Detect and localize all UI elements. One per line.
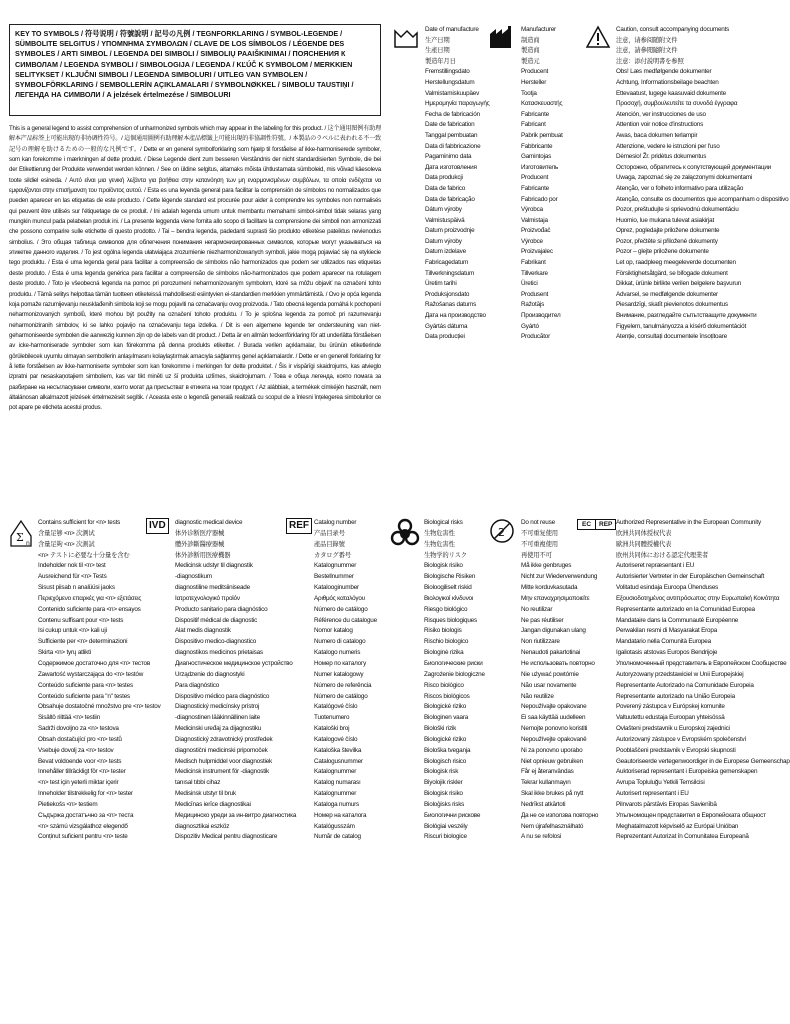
translation-line: Diagnostický zdravotnický prostředek (175, 735, 273, 743)
translation-line: Katalognummer (314, 768, 357, 776)
ref-list (314, 518, 389, 843)
translation-line: Conținut suficient pentru <n> teste (38, 833, 128, 841)
translation-line: 欧州共同体における認定代理業者 (616, 551, 709, 559)
translation-line: Vsebuje dovolj za <n> testov (38, 746, 114, 754)
translation-line: Уполномоченный представитель в Европейском Сообществе (616, 659, 787, 667)
translation-line: Zagrożenie biologiczne (424, 670, 485, 678)
translation-line: Atención, ver instrucciones de uso (616, 110, 706, 118)
translation-line: Fabricant (521, 121, 546, 129)
translation-line: Sadrži dovoljno za <n> testova (38, 725, 119, 733)
translation-line: Mandataire dans la Communauté Européenne (616, 616, 739, 624)
translation-line: Medicīnas ierīce diagnostikai (175, 800, 251, 808)
translation-line: Produksjonsdato (425, 290, 470, 298)
translation-line: 不可重複使用 (521, 540, 558, 548)
translation-line: Осторожно, обратитесь к сопутствующей документации (616, 163, 772, 171)
translation-line: Медицинско уреди за ин-витро диагностика (175, 811, 297, 819)
translation-line: Reprezentant Autorizat în Comunitatea Europeană (616, 833, 749, 841)
translation-line: Autoryzowany przedstawiciel w Unii Europejskiej (616, 670, 744, 678)
translation-line: Conteúdo suficiente para <n> testes (38, 681, 133, 689)
translation-line: Kataloški broj (314, 725, 350, 733)
translation-line: Må ikke genbruges (521, 562, 572, 570)
translation-line: Да не се използва повторно (521, 811, 599, 819)
translation-line: Manufacturer (521, 26, 556, 33)
ref-icon (286, 518, 312, 534)
translation-line: Bioloogiliselt riskid (424, 584, 472, 592)
translation-line: Výrobca (521, 206, 543, 214)
translation-line: Βιολογικοί κίνδυνοι (424, 594, 474, 602)
translation-line: Catalogusnummer (314, 757, 363, 765)
translation-line: Ne pas réutiliser (521, 616, 564, 624)
translation-line: 含量足夠 <n> 次測試 (38, 540, 95, 548)
ivd-icon (146, 518, 169, 534)
translation-line: Não usar novamente (521, 681, 577, 689)
translation-line: Katalognummer (314, 562, 357, 570)
ivd-label: IVD (146, 518, 169, 534)
translation-line: Volitatud esindaja Euroopa Ühenduses (616, 584, 719, 592)
translation-line: Huomio, lue mukana tulevat asiakirjat (616, 216, 715, 224)
translation-line: Data produkcji (425, 174, 463, 182)
translation-line: Pilnvarots pārstāvis Eiropas Savienībā (616, 800, 717, 808)
translation-line: Biologické riziko (424, 703, 467, 711)
translation-line: -diagnostinen lääkinnällinen laite (175, 714, 260, 722)
translation-line: Содержимое достаточно для <n> тестов (38, 659, 151, 667)
translation-line: Pagaminimo data (425, 153, 472, 161)
translation-line: Κατασκευαστής (521, 100, 563, 108)
translation-line: Medisch hulpmiddel voor diagnostiek (175, 757, 273, 765)
translation-line: Datum výroby (425, 237, 462, 245)
ref-label: REF (286, 518, 312, 534)
translation-line: Contenido suficiente para <n> ensayos (38, 605, 141, 613)
translation-line: Nem újrafelhasználható (521, 822, 584, 830)
translation-line: Datum izdelave (425, 248, 466, 256)
translation-line: Obsahuje dostatočné množstvo pre <n> testov (38, 703, 161, 711)
translation-line: Ημερομηνία παραγωγής (425, 100, 490, 108)
translation-line: Tillverkningsdatum (425, 269, 475, 277)
translation-line: Fremstillingsdato (425, 68, 470, 76)
svg-text:2: 2 (498, 526, 505, 539)
biological-risks-list (424, 518, 494, 843)
translation-line: 制造商 (521, 36, 540, 44)
translation-line: Εξουσιοδοτημένος αντιπρόσωπος στην Ευρωπαϊκή Κοινότητα (616, 594, 780, 602)
translation-line: Pietiekošs <n> testiem (38, 800, 98, 808)
contains-sufficient-tests-icon (9, 518, 33, 548)
translation-line: Atenção, consulte os documentos que acompanham o dispositivo (616, 195, 789, 203)
translation-line: Дата изготовления (425, 163, 477, 171)
translation-line: Skirta <n> tyrų atlikti (38, 649, 91, 657)
do-not-reuse-icon (489, 518, 515, 544)
translation-line: Jangan digunakan ulang (521, 627, 586, 635)
translation-line: Fabbricante (521, 142, 553, 150)
translation-line: Producto sanitario para diagnóstico (175, 605, 268, 613)
translation-line: Meghatalmazott képviselő az Európai Unióban (616, 822, 739, 830)
translation-line: Risques biologiques (424, 616, 477, 624)
translation-line: Valtuutettu edustaja Euroopan yhteisössä (616, 714, 725, 722)
translation-line: Producent (521, 68, 549, 76)
translation-line: Hersteller (521, 78, 547, 86)
translation-line: Piesardzīgi, skatīt pievienotos dokumentus (616, 301, 728, 309)
translation-line: カタログ番号 (314, 551, 351, 559)
translation-line: Fabrikant (521, 259, 546, 267)
translation-line: Representante autorizado en la Comunidad Europea (616, 605, 755, 613)
translation-line: Poverený zástupca v Európskej komunite (616, 703, 725, 711)
translation-line: Bestellnummer (314, 573, 354, 581)
translation-line: <n> test için yeterli miktar içerir (38, 779, 119, 787)
translation-line: 体外诊断医疗器械 (175, 529, 225, 537)
translation-line: Pozor – glejte priložene dokumente (616, 248, 709, 256)
translation-line: Medicinski uređaj za dijagnostiku (175, 725, 262, 733)
translation-line: Conteúdo suficiente para "n" testes (38, 692, 131, 700)
translation-line: Não reutilize (521, 692, 554, 700)
translation-line: Riscuri biologice (424, 833, 467, 841)
translation-line: Sufficiente per <n> determinazioni (38, 638, 128, 646)
translation-line: Biološka tveganja (424, 746, 471, 754)
translation-line: Dėmesio! Žr. pridėtus dokumentus (616, 153, 707, 161)
translation-line: Ιατροτεχνολογικό προϊόν (175, 594, 240, 602)
translation-line: Urządzenie do diagnostyki (175, 670, 245, 678)
translation-line: tanısal tıbbi cihaz (175, 779, 221, 787)
translation-line: Biologisk risiko (424, 562, 463, 570)
translation-line: Biološki rizik (424, 725, 457, 733)
translation-line: Výrobce (521, 237, 543, 245)
translation-line: 再使用不可 (521, 551, 552, 559)
translation-line: Uwaga, zapoznać się ze załączonymi dokumentami (616, 174, 753, 182)
translation-line: Pozor, preštudujte si sprievodnú dokumentáciu (616, 206, 739, 214)
translation-line: Numero di catalogo (314, 638, 366, 646)
translation-line: Nemojte ponovno koristiti (521, 725, 588, 733)
translation-line: Ovlašteni predstavnik u Europskoj zajednici (616, 725, 730, 733)
translation-line: Perwakilan resmi di Masyarakat Eropa (616, 627, 718, 635)
translation-line: Medisinsk utstyr til bruk (175, 790, 236, 798)
translation-line: Caution, consult accompanying documents (616, 26, 730, 33)
translation-line: diagnostic medical device (175, 519, 243, 526)
translation-line: Kataloga numurs (314, 800, 359, 808)
translation-line: Fabricante (521, 110, 549, 118)
translation-line: Pooblaščeni predstavnik v Evropski skupnosti (616, 746, 736, 754)
translation-line: Igaliotasis atstovas Europos Bendrijoje (616, 649, 718, 657)
translation-line: Üretim tarihi (425, 280, 457, 288)
translation-line: Risco biológico (424, 681, 464, 689)
translation-line: Tuotenumero (314, 714, 350, 722)
translation-line: 製造元 (521, 57, 540, 65)
translation-line: Pabrik pembuat (521, 131, 563, 139)
translation-line: Autorisert representant i EU (616, 790, 689, 798)
translation-line: Alat medis diagnostik (175, 627, 231, 635)
translation-line: Autorizovaný zástupce v Evropském společenství (616, 735, 747, 743)
key-to-symbols-title-box (9, 24, 381, 116)
translation-line: Representante Autorizado na Comunidade Europeia (616, 681, 754, 689)
translation-line: Herstellungsdatum (425, 78, 475, 86)
translation-line: Съдържа достатъчно за <n> теста (38, 811, 134, 819)
translation-line: Mitte korduvkasutada (521, 584, 578, 592)
date-of-manufacture-icon (393, 25, 419, 49)
translation-line: Биологические риски (424, 659, 483, 667)
translation-line: Data di fabbricazione (425, 142, 481, 150)
translation-line: Valmistuspäivä (425, 216, 465, 224)
translation-line: Μην επαναχρησιμοποιείτε (521, 594, 590, 602)
translation-line: 注意：添付説明書を参照 (616, 57, 684, 65)
translation-line: Date of manufacture (425, 26, 479, 33)
translation-line: 生物危害性 (424, 529, 455, 537)
translation-line: Riscos biológicos (424, 692, 470, 700)
translation-line: Numer katalogowy (314, 670, 364, 678)
translation-line: Ražošanas datums (425, 301, 477, 309)
translation-line: Får ej återanvändas (521, 768, 574, 776)
translation-line: Do not reuse (521, 519, 555, 526)
translation-line: Authorized Representative in the European Community (616, 519, 761, 526)
translation-line: Ei saa käyttää uudelleen (521, 714, 586, 722)
translation-line: Fecha de fabricación (425, 110, 480, 118)
translation-line: Contenu suffisant pour <n> tests (38, 616, 124, 624)
translation-line: Katalogo numeris (314, 649, 361, 657)
ec-rep-icon (577, 519, 616, 530)
translation-line: Obs! Læs medfølgende dokumenter (616, 68, 712, 76)
translation-line: diagnostiline meditsiiniseade (175, 584, 250, 592)
caution-list (616, 25, 789, 343)
translation-line: Дата на производство (425, 312, 486, 320)
translation-line: Număr de catalog (314, 833, 361, 841)
translation-line: <n> テストに必要な十分量を含む (38, 551, 130, 559)
translation-line: Skal ikke brukes på nytt (521, 790, 584, 798)
translation-line: Ettevaatust, lugege kaasuvaid dokumente (616, 89, 726, 97)
translation-line: Изготовитель (521, 163, 559, 171)
translation-line: Advarsel, se medfølgende dokumenter (616, 290, 718, 298)
translation-line: Tillverkare (521, 269, 548, 277)
translation-line: diagnostični medicinski pripomoček (175, 746, 268, 754)
translation-line: Oprez, pogledajte priložene dokumente (616, 227, 720, 235)
translation-line: Kataloška številka (314, 746, 362, 754)
translation-line: Atenção, ver o folheto informativo para utilização (616, 184, 744, 192)
translation-line: -diagnostikum (175, 573, 212, 581)
translation-line: 注意，請參閱隨附文件 (616, 47, 678, 55)
translation-line: Αριθμός καταλόγου (314, 594, 365, 602)
translation-line: Achtung, Informationsbeilage beachten (616, 78, 719, 86)
translation-line: Biologické riziko (424, 735, 467, 743)
translation-line: Biological risks (424, 519, 463, 526)
ec-rep-list (616, 518, 790, 843)
manufacturer-icon (489, 25, 515, 49)
translation-line: Date de fabrication (425, 121, 475, 129)
translation-line: Gyártás dátuma (425, 322, 468, 330)
translation-line: Номер на каталога (314, 811, 367, 819)
translation-line: Diagnostický medicínsky prístroj (175, 703, 260, 711)
translation-line: Non riutilizzare (521, 638, 560, 646)
translation-line: Производител (521, 312, 561, 320)
rep-label: REP (599, 521, 613, 528)
translation-line: Autoriseret repræsentant i EU (616, 562, 695, 570)
translation-line: Geautoriseerde vertegenwoordiger in de Europese Gemeenschap (616, 757, 790, 765)
translation-line: Biologische Risiken (424, 573, 476, 581)
translation-line: Fabricado por (521, 195, 558, 203)
translation-line: Katalogové číslo (314, 735, 358, 743)
translation-line: 注意，请参阅随附文件 (616, 36, 678, 44)
translation-line: Biologisk risiko (424, 790, 463, 798)
translation-line: Försiktighetsåtgärd, se bifogade dokument (616, 269, 728, 277)
translation-line: 體外診斷醫療器械 (175, 540, 225, 548)
date-of-manufacture-list (425, 25, 495, 343)
translation-line: Tanggal pembuatan (425, 131, 478, 139)
translation-line: 製造年月日 (425, 57, 456, 65)
translation-line: Fabricante (521, 184, 549, 192)
translation-line: 生产日期 (425, 36, 450, 44)
translation-line: Proizvajalec (521, 248, 553, 256)
translation-line: Katalog numarası (314, 779, 361, 787)
translation-line: Nedrīkst atkārtoti (521, 800, 566, 808)
translation-line: Упълномощен представител в Европейската общност (616, 811, 766, 819)
translation-line: 含量足够 <n> 次测试 (38, 529, 95, 537)
translation-line: Produsent (521, 290, 549, 298)
translation-line: Data de fabricação (425, 195, 475, 203)
translation-line: Gamintojas (521, 153, 552, 161)
translation-line: Obsah dostačující pro <n> testů (38, 735, 122, 743)
translation-line: Datum proizvodnje (425, 227, 475, 235)
translation-line: Dátum výroby (425, 206, 462, 214)
key-to-symbols-title: KEY TO SYMBOLS / 符号说明 / 符號說明 / 記号の凡例 / TEGNFORKLARING / SYMBOL-LEGENDE / SÜMBOLITE SELGITUS / ΥΠΟΜΝΗΜΑ ΣΥΜΒΟΛΩΝ / CLAVE DE LOS SÍMBOLOS / LÉGENDE DES SYMBOLES / ARTI SIMBOL / LEGENDA DEI SIMBOLI / SIMBOLIŲ PAAIŠKINIMAI / ПОЯСНЕНИЯ К СИМВОЛАМ / LEGENDA SYMBOLI / SIMBOLOGIJA / LEGENDA / KĽÚČ K SYMBOLOM / MERKKIEN SELITYKSET / KLJUČNI SIMBOLI / LEGENDA SIMBOLURI / UITLEG VAN SYMBOLEN / SYMBOLFÖRKLARING / SEMBOLLERİN AÇIKLAMALARI / SYMBOLNØKKEL / SIMBOLU TAUSTIŅI / ЛЕГЕНДА НА СИМВОЛИ / A jelzések értelmezése / SIMBOLURI (15, 29, 354, 100)
sigma-n-label: n (26, 540, 30, 547)
translation-line: Biologinė rizika (424, 649, 464, 657)
translation-line: 產品目錄號 (314, 540, 345, 548)
translation-line: Биологични рискове (424, 811, 481, 819)
translation-line: Autorisierter Vertreter in der Europäischen Gemeinschaft (616, 573, 765, 581)
translation-line: Representante autorizado na União Europeia (616, 692, 735, 700)
translation-line: Ausreichend für <n> Tests (38, 573, 107, 581)
translation-line: Catalog number (314, 519, 357, 526)
translation-line: Nepoužívajte opakovane (521, 703, 587, 711)
translation-line: <n> számú vizsgálathoz elegendő (38, 822, 128, 830)
translation-line: Innehåller tillräckligt för <n> tester (38, 768, 126, 776)
translation-line: Προσοχή, συμβουλευτείτε τα συνοδά έγγραφα (616, 100, 738, 108)
translation-line: Référence du catalogue (314, 616, 377, 624)
translation-line: Katalógusszám (314, 822, 355, 830)
translation-line: Niet opnieuw gebruiken (521, 757, 583, 765)
svg-text:Σ: Σ (16, 531, 24, 544)
translation-line: Gyártó (521, 322, 539, 330)
translation-line: Dispositif médical de diagnostic (175, 616, 258, 624)
translation-line: Avrupa Topluluğu Yetkili Temsilcisi (616, 779, 705, 787)
do-not-reuse-list (521, 518, 611, 843)
translation-line: Awas, baca dokumen terlampir (616, 131, 698, 139)
translation-line: Atenție, consultați documentele însoțitoare (616, 333, 727, 341)
translation-line: 生產日期 (425, 47, 450, 55)
caution-icon (585, 25, 611, 49)
translation-line: Auktoriserad representant i Europeiska gemenskapen (616, 768, 758, 776)
manufacturer-list (521, 25, 586, 343)
translation-line: Nicht zur Wiederverwendung (521, 573, 598, 581)
translation-line: Не использовать повторно (521, 659, 595, 667)
translation-line: 体外診断用医療機器 (175, 551, 231, 559)
translation-line: Biologisch risico (424, 757, 467, 765)
translation-line: Dispozitiv Medical pentru diagnosticare (175, 833, 278, 841)
translation-line: Attenzione, vedere le istruzioni per l'uso (616, 142, 720, 150)
biohazard-icon (390, 518, 420, 548)
translation-line: A nu se refolosi (521, 833, 562, 841)
translation-line: Biyolojik riskler (424, 779, 463, 787)
translation-line: Para diagnóstico (175, 681, 220, 689)
translation-line: Número de catálogo (314, 692, 368, 700)
translation-line: Üretici (521, 280, 538, 288)
translation-line: Let op, raadpleeg meegeleverde documenten (616, 259, 736, 267)
translation-line: Fabricagedatum (425, 259, 469, 267)
translation-line: Zawartość wystarczająca do <n> testów (38, 670, 144, 678)
translation-line: Número de catálogo (314, 605, 368, 613)
translation-line: Внимание, разгледайте съпътстващите документи (616, 312, 757, 320)
translation-line: Ni za ponovno uporabo (521, 746, 583, 754)
translation-line: Bioloģisks risks (424, 800, 465, 808)
translation-line: 歐洲共同體授權代表 (616, 540, 672, 548)
translation-line: Attention voir notice d'instructions (616, 121, 704, 129)
translation-line: Sisust piisab n analüüsi jaoks (38, 584, 115, 592)
translation-line: Nie używać powtórnie (521, 670, 579, 678)
translation-line: Номер по каталогу (314, 659, 367, 667)
translation-line: Producent (521, 174, 549, 182)
translation-line: Medicinsk instrument för -diagnostik (175, 768, 269, 776)
translation-line: diagnosztikai eszköz (175, 822, 230, 830)
translation-line: Contains sufficient for <n> tests (38, 519, 121, 526)
translation-line: Proizvođač (521, 227, 551, 235)
translation-line: Biologinen vaara (424, 714, 469, 722)
ivd-list (175, 518, 297, 843)
translation-line: Valmistamiskuupäev (425, 89, 480, 97)
translation-line: Nepoužívejte opakovaně (521, 735, 587, 743)
translation-line: Tekrar kullanmayın (521, 779, 571, 787)
translation-line: 欧洲共同体授权代表 (616, 529, 672, 537)
translation-line: Katalooginumber (314, 584, 359, 592)
translation-line: Biologisk risk (424, 768, 459, 776)
translation-line: Mandatario nella Comunità Europea (616, 638, 711, 646)
ec-label: EC (578, 520, 596, 529)
translation-line: Katalognummer (314, 790, 357, 798)
translation-line: 不可重复使用 (521, 529, 558, 537)
translation-line: 生物学的リスク (424, 551, 467, 559)
translation-line: Dispositivo médico para diagnóstico (175, 692, 270, 700)
translation-line: Indeholder nok til <n> test (38, 562, 106, 570)
translation-line: Ražotājs (521, 301, 545, 309)
translation-line: Risiko biologis (424, 627, 462, 635)
translation-line: 产品目录号 (314, 529, 345, 537)
translation-line: Valmistaja (521, 216, 548, 224)
translation-line: Data de fabrico (425, 184, 466, 192)
translation-line: Dikkat, ürünle birlikte verilen belgelere başvurun (616, 280, 742, 288)
translation-line: No reutilizar (521, 605, 553, 613)
translation-line: Data producției (425, 333, 465, 341)
translation-line: Riesgo biológico (424, 605, 468, 613)
translation-line: 製造商 (521, 47, 540, 55)
translation-line: Producător (521, 333, 551, 341)
translation-line: Katalógové číslo (314, 703, 358, 711)
translation-line: Sisältö riittää <n> testiin (38, 714, 100, 722)
translation-line: Inneholder tilstrekkelig for <n> tester (38, 790, 133, 798)
translation-line: Tootja (521, 89, 537, 97)
translation-line: Biológiai veszély (424, 822, 468, 830)
translation-line: Medicinsk udstyr til diagnostik (175, 562, 253, 570)
translation-line: Dispositivo medico-diagnostico (175, 638, 257, 646)
translation-line: Rischio biologico (424, 638, 469, 646)
translation-line: Figyelem, tanulmányozza a kísérő dokumentációt (616, 322, 747, 330)
translation-line: Pozor, přečtěte si přiložené dokumenty (616, 237, 718, 245)
translation-line: Περιεχόμενο επαρκές για <n> εξετάσεις (38, 594, 142, 602)
intro-paragraph: This is a general legend to assist comprehension of unharmonized symbols which may appear in the labeling for this product. / 这个通用图例有助理解本产品标签上可能出现的非协调性符号。/ 這個通用圖例有助理解本產品標籤上可能出現的非協調性符號。/ 本製品のラベルに表われる不一致記号の理解を助けるための一般的な凡例です。/ Dette er en generel symbolforklaring som hjælp til forståelse af ikke-harmoniserede symboler, som kan forekomme i mærkningen af dette produkt. / Diese Legende dient zum besseren Verständnis der nicht standardisierten Symbole, die bei der Etikettierung der Produkte verwendet werden können. / See on üldine selgitus, aitamaks mõista ühtlustamata sümboleid, mis võivad käesoleva toote sildiel esineda. / Αυτό είναι μια γενική λεζάντα για βοήθεια στην κατανόηση των μη εναρμονισμένων συμβόλων, τα οποία ενδέχεται να εμφανίζονται στην επισήμανση του προϊόντος αυτού. / Esta es una leyenda general para facilitar la comprensión de símbolos no normalizados que pueden aparecer en las etiquetas de este producto. / Cette légende standard est procurée pour aider à comprendre les symboles non normalisés qui peuvent être utilisés sur l'étiquetage de ce produit. / Ini adalah legenda umum untuk membantu memahami simbol-simbol tidak selaras yang mungkin muncul pada pelabelan produk ini. / La presente leggenda viene fornita allo scopo di facilitare la comprensione dei simboli non armonizzati che possono comparire sulle etichette di questo prodotto. / Tai – bendra legenda, padedanti suprasti šio produkto etiketėse pateiktus nevienodus simbolius. / Это общая таблица символов для облегчения понимания негармонизированных символов, которые могут указываться на этикетке данного изделия. / To jest ogólna legenda ułatwiająca zrozumienie niezharmonizowanych symboli, jakie mogą pojawiać się na etykiecie tego produktu. / Esta é uma legenda geral para facilitar a compreensão de símbolos não harmonizados que podem ser utilizados nas etiquetas deste produto. / Esta é uma legenda genérica para facilitar a compreensão de símbolos não-harmonizados que podem aparecer na rotulagem deste produto. / Toto je všeobecná legenda na pomoc pri porozumení neharmonizovaným symbolom, ktoré sa môžu objaviť na označení tohto produktu. / Tämä selitys helpottaa tämän tuotteen etiketeissä mahdollisesti esiintyvien ei-standardien merkkien ymmärtämistä. / Ovo je opća legenda koja pomaže razumijevanju neusklađenih simbola koji se mogu pojaviti na označavanju ovog proizvoda. / Tato obecná legenda pomáhá k pochopení neharmonizovaných symbolů, které mohou být použity na označení tohoto produktu. / To je splošna legenda za pomoč pri razumevanju neharmoniziranih simbolov, ki se lahko pojavijo na označevanju tega izdelka. / Dit is een algemene legende ter ondersteuning van niet-geharmoniseerde symbolen die aanwezig kunnen zijn op de labels van dit product. / Detta är en allmän teckenförklaring för att underlätta förståelsen av icke-harmoniserade symboler som kan förekomma på denna produkts etiketter. / Burada verilen açıklamalar, bu ürünün etiketlerinde görülebilecek uyumlu olmayan sembollerin anlaşılmasını kolaylaştırmak amacıyla sağlanmış genel açıklamalardır. / Dette er en generell forklaring for å lette forståelsen av ikke-harmoniserte symboler som kan forekomme i merkingen for dette produktet. / Šis ir vispārīgi skaidrojums, kas atvieglo izpratni par nesaskaņotajiem simboliem, kas var tikt minēti uz šī produkta uzlīmes, skaidrojumam. / Това е обща легенда, която помага за разбиране на несъгласувани символи, които могат да присъстват в етикета на този продукт. / Az alábbiak, a termékek címkéjén használt, nem általánosan alkalmazott jelzések értelmezését segítik. / Aceasta este o legendă generală realizată cu scopul de a înlesni înțelegerea simbolurilor ce pot apare pe eticheta acestui produs. (9, 125, 381, 412)
translation-line: Isi cukup untuk <n> kali uji (38, 627, 107, 635)
translation-line: 生物危害性 (424, 540, 455, 548)
translation-line: Bevat voldoende voor <n> tests (38, 757, 122, 765)
translation-line: Número de referência (314, 681, 372, 689)
translation-line: Диагностическое медицинское устройство (175, 659, 293, 667)
translation-line: diagnostikos medicinos prietaisas (175, 649, 263, 657)
translation-line: Nomor katalog (314, 627, 353, 635)
translation-line: Nenaudoti pakartotinai (521, 649, 581, 657)
